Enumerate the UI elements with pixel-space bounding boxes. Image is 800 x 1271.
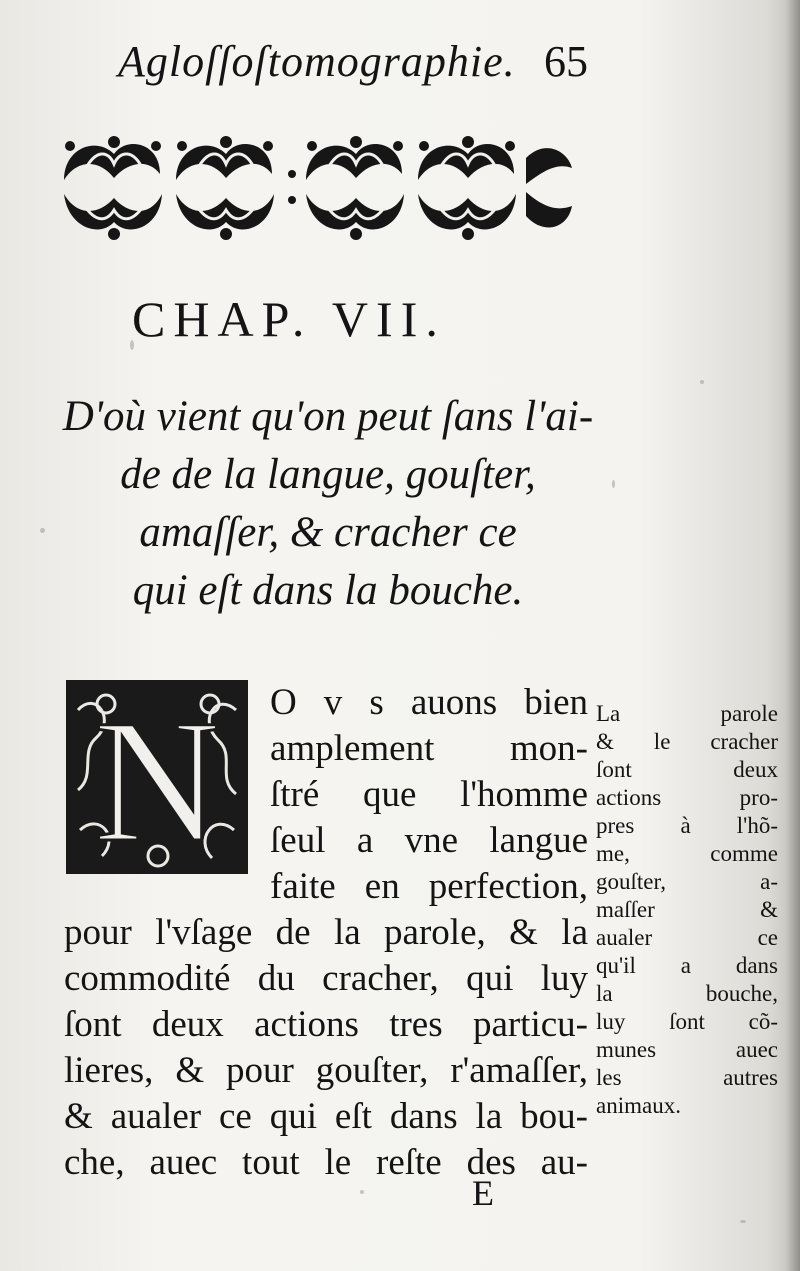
page-number: 65 xyxy=(544,37,588,86)
margin-note-line: gouſter, a- xyxy=(596,869,778,894)
margin-note-line: luy ſont cõ- xyxy=(596,1009,778,1034)
body-line: lieres, & pour gouſter, r'amaſſer, xyxy=(64,1050,588,1091)
margin-note-line: animaux. xyxy=(596,1093,681,1118)
margin-note-line: actions pro- xyxy=(596,785,778,810)
margin-note-line: me, comme xyxy=(596,841,778,866)
body-line: ſeul a vne langue xyxy=(270,820,588,861)
body-line: pour l'vſage de la parole, & la xyxy=(64,912,588,953)
margin-note-line: qu'il a dans xyxy=(596,953,778,978)
dropcap-letter: N xyxy=(93,684,221,874)
margin-note-line: les autres xyxy=(596,1065,778,1090)
margin-note-line: & le cracher xyxy=(596,729,778,754)
subtitle-line: de de la langue, gouſter, xyxy=(120,451,536,498)
margin-note-line: ſont deux xyxy=(596,757,778,782)
body-line: O v s auons bien xyxy=(270,682,588,723)
body-line: amplement mon- xyxy=(270,728,588,769)
body-text xyxy=(64,680,594,1186)
body-line: commodité du cracher, qui luy xyxy=(64,958,588,999)
catchword: E xyxy=(472,1173,494,1213)
subtitle-line: qui eſt dans la bouche. xyxy=(132,567,524,614)
subtitle-line: D'où vient qu'on peut ſans l'ai- xyxy=(62,393,594,440)
chapter-title: CHAP. VII. xyxy=(132,291,446,347)
margin-note-line: aualer ce xyxy=(596,925,778,950)
margin-note-line: maſſer & xyxy=(596,897,778,922)
body-line: che, auec tout le reſte des au- xyxy=(64,1142,588,1183)
body-line: ſont deux actions tres particu- xyxy=(64,1004,588,1045)
running-head xyxy=(118,30,588,90)
chapter-subtitle xyxy=(48,388,608,620)
page-gutter-shadow xyxy=(786,0,800,1271)
margin-note-line: munes auec xyxy=(596,1037,778,1062)
margin-note-line: la bouche, xyxy=(596,981,778,1006)
margin-note-line: pres à l'hõ- xyxy=(596,813,778,838)
ornament-band-icon xyxy=(56,128,576,246)
margin-note-line: La parole xyxy=(596,701,778,726)
body-line: faite en perfection, xyxy=(270,866,588,907)
body-line: & aualer ce qui eſt dans la bou- xyxy=(64,1096,588,1137)
body-line: ſtré que l'homme xyxy=(270,774,588,815)
running-title: Agloſſoſtomographie. xyxy=(118,37,516,86)
margin-note xyxy=(596,700,778,1120)
subtitle-line: amaſſer, & cracher ce xyxy=(139,509,517,556)
